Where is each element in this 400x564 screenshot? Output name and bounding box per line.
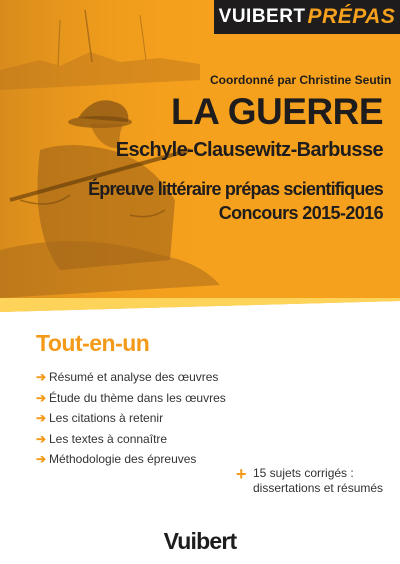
- list-item: [36, 367, 226, 387]
- publisher-logo: Vuibert: [163, 528, 237, 554]
- arrow-right-icon: ➔: [36, 411, 47, 425]
- concours-line: Concours 2015-2016: [218, 203, 383, 223]
- section-heading: Tout-en-un: [36, 330, 150, 356]
- cover-stripe: [0, 298, 400, 312]
- arrow-right-icon: ➔: [36, 370, 47, 384]
- list-item-label: Étude du thème dans les œuvres: [49, 390, 226, 405]
- feature-list: [36, 367, 226, 470]
- bonus-line-1: 15 sujets corrigés :: [253, 466, 354, 480]
- bonus-line-2: dissertations et résumés: [253, 481, 384, 495]
- coordinator-line: Coordonné par Christine Seutin: [210, 73, 392, 87]
- list-item-label: Résumé et analyse des œuvres: [49, 370, 219, 384]
- list-item-label: Les citations à retenir: [49, 411, 164, 425]
- series-logo-left: VUIBERT: [218, 6, 306, 27]
- arrow-right-icon: ➔: [36, 431, 47, 446]
- list-item: [36, 388, 226, 408]
- list-item: [36, 429, 226, 449]
- list-item: [36, 449, 226, 469]
- list-item: [36, 408, 226, 428]
- list-item-label: Méthodologie des épreuves: [49, 452, 197, 466]
- list-item-label: Les textes à connaître: [49, 431, 168, 446]
- plus-icon: +: [236, 464, 247, 484]
- series-logo-right: PRÉPAS: [307, 5, 396, 28]
- exam-line: Épreuve littéraire prépas scientifiques: [88, 179, 383, 199]
- book-title: LA GUERRE: [170, 91, 383, 132]
- book-subtitle: Eschyle-Clausewitz-Barbusse: [115, 139, 383, 161]
- arrow-right-icon: ➔: [36, 452, 47, 466]
- arrow-right-icon: ➔: [36, 390, 47, 405]
- series-logo: [214, 0, 400, 34]
